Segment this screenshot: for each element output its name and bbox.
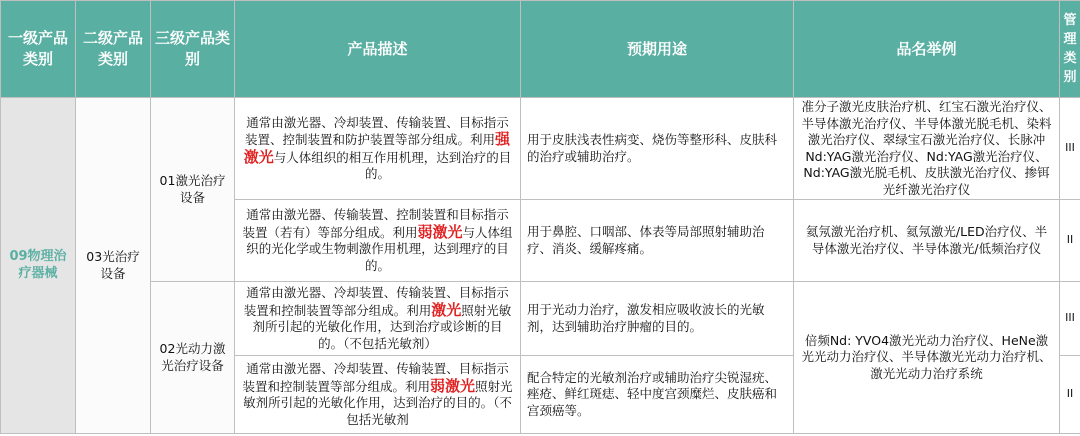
header-cat2: 二级产品类别 (76, 1, 151, 98)
management-class-cell: III (1060, 98, 1080, 200)
description-text: 照射光敏剂所引起的光敏化作用，达到治疗或诊断的目的。（不包括光敏剂） (252, 302, 512, 351)
cat1-cell: 09物理治疗器械 (1, 98, 76, 434)
highlight-text: 弱激光 (429, 376, 475, 395)
header-cat1: 一级产品类别 (1, 1, 76, 98)
highlight-text: 弱激光 (417, 222, 463, 241)
description-cell (235, 200, 521, 282)
header-cat3: 三级产品类别 (151, 1, 235, 98)
description-cell (235, 98, 521, 200)
description-text: 照射光敏剂所引起的光敏化作用，达到治疗的目的。（不包括光敏剂 (243, 378, 513, 427)
management-class-cell: II (1060, 356, 1080, 434)
header-description: 产品描述 (235, 1, 521, 98)
management-class-cell: III (1060, 282, 1080, 356)
examples-cell: 氦氖激光治疗机、氦氖激光/LED治疗仪、半导体激光治疗仪、半导体激光/低频治疗仪 (794, 200, 1060, 282)
table-row (1, 98, 1080, 200)
cat3-cell-laser: 01激光治疗设备 (151, 98, 235, 282)
examples-cell: 准分子激光皮肤治疗机、红宝石激光治疗仪、半导体激光治疗仪、半导体激光脱毛机、染料激光治疗仪、翠绿宝石激光治疗仪、长脉冲Nd:YAG激光治疗仪、Nd:YAG激光治疗仪、Nd:YAG激光脱毛机、皮肤激光治疗仪、掺铒光纤激光治疗仪 (794, 98, 1060, 200)
intended-use-cell: 用于鼻腔、口咽部、体表等局部照射辅助治疗、消炎、缓解疼痛。 (521, 200, 794, 282)
description-text: 与人体组织的光化学或生物刺激作用机理，达到理疗的目的。 (246, 224, 513, 273)
description-text: 通常由激光器、冷却装置、传输装置、目标指示装置和控制装置等部分组成。利用 (242, 361, 509, 394)
highlight-text: 强激光 (243, 130, 511, 166)
cat2-cell: 03光治疗设备 (76, 98, 151, 434)
intended-use-cell: 配合特定的光敏剂治疗或辅助治疗尖锐湿疣、痤疮、鲜红斑痣、轻中度宫颈糜烂、皮肤癌和宫颈癌等。 (521, 356, 794, 434)
table-row (1, 282, 1080, 356)
description-text: 通常由激光器、冷却装置、传输装置、目标指示装置和控制装置等部分组成。利用 (243, 285, 509, 318)
description-text: 通常由激光器、传输装置、控制装置和目标指示装置（若有）等部分组成。利用 (242, 207, 509, 240)
header-intended-use: 预期用途 (521, 1, 794, 98)
header-management-class: 管理类别 (1060, 1, 1080, 98)
examples-cell: 倍频Nd: YVO4激光光动力治疗仪、HeNe激光光动力治疗仪、半导体激光光动力治疗机、激光光动力治疗系统 (794, 282, 1060, 434)
management-class-cell: II (1060, 200, 1080, 282)
description-text: 与人体组织的相互作用机理，达到治疗的目的。 (273, 149, 512, 181)
intended-use-cell: 用于光动力治疗，激发相应吸收波长的光敏剂，达到辅助治疗肿瘤的目的。 (521, 282, 794, 356)
description-cell (235, 356, 521, 434)
header-row (1, 1, 1080, 98)
header-examples: 品名举例 (794, 1, 1060, 98)
cat3-cell-photodynamic: 02光动力激光治疗设备 (151, 282, 235, 434)
description-cell (235, 282, 521, 356)
highlight-text: 激光 (431, 300, 462, 319)
intended-use-cell: 用于皮肤浅表性病变、烧伤等整形科、皮肤科的治疗或辅助治疗。 (521, 98, 794, 200)
description-text: 通常由激光器、冷却装置、传输装置、目标指示装置、控制装置和防护装置等部分组成。利用 (244, 114, 509, 147)
